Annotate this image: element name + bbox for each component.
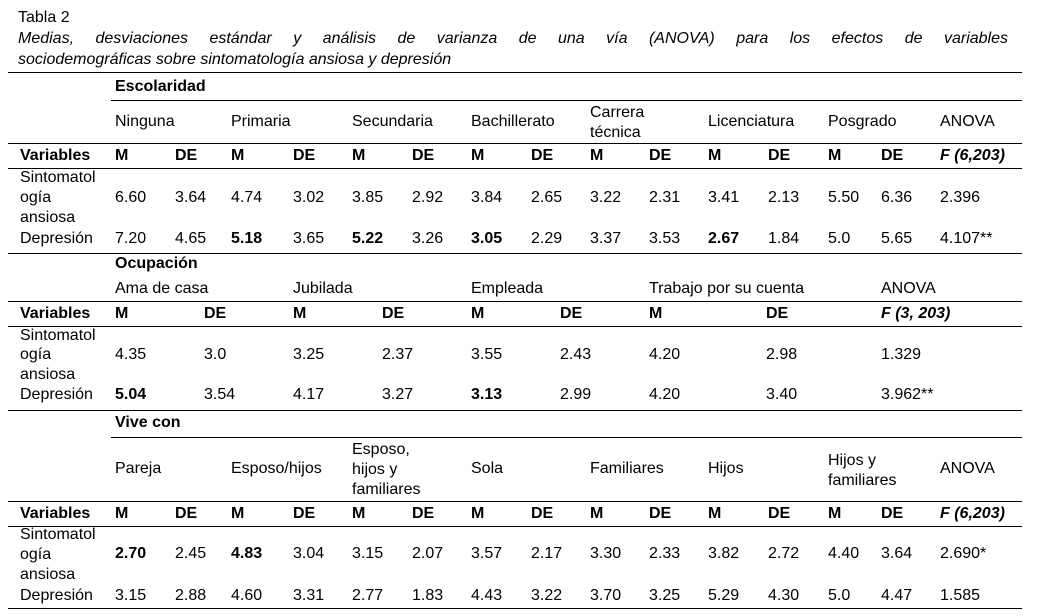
table-cell: 2.98 — [766, 346, 798, 363]
column-header: M — [115, 505, 129, 522]
table-cell: 3.64 — [881, 545, 913, 562]
group-header-escolaridad: Ninguna — [115, 113, 175, 130]
table-cell: 3.85 — [352, 189, 384, 206]
rule-ocupacion-start — [8, 253, 1022, 254]
table-cell: 3.05 — [471, 230, 503, 247]
group-header-vive: Sola — [471, 460, 504, 477]
anova-value: 4.107** — [940, 230, 993, 247]
group-header-vive: Pareja — [115, 460, 162, 477]
column-header: DE — [766, 305, 789, 322]
rule-escolaridad-groups — [8, 143, 1022, 144]
table-cell: 3.25 — [649, 587, 681, 604]
table-cell: 2.43 — [560, 346, 592, 363]
table-cell: 2.29 — [531, 230, 563, 247]
column-header: DE — [768, 505, 791, 522]
table-cell: 4.40 — [828, 545, 860, 562]
table-cell: 3.41 — [708, 189, 740, 206]
table-cell: 5.0 — [828, 587, 851, 604]
table-cell: 3.55 — [471, 346, 503, 363]
column-header: M — [115, 147, 129, 164]
row-label: ansiosa — [20, 366, 76, 383]
table-cell: 3.22 — [590, 189, 622, 206]
table-cell: 3.0 — [204, 346, 227, 363]
table-cell: 4.83 — [231, 545, 263, 562]
table-cell: 2.67 — [708, 230, 740, 247]
table-cell: 2.88 — [175, 587, 207, 604]
column-header: M — [352, 505, 366, 522]
column-header: DE — [531, 147, 554, 164]
table-title-line1: Medias, desviaciones estándar y análisis de varianza de una vía (ANOVA) para los efectos de variables — [18, 30, 1008, 47]
column-header: DE — [881, 147, 904, 164]
row-label: Sintomatol — [20, 526, 96, 543]
table-cell: 3.84 — [471, 189, 503, 206]
column-header: M — [590, 505, 604, 522]
table-number: Tabla 2 — [18, 9, 70, 26]
row-label: ogía — [20, 189, 52, 206]
table-cell: 6.60 — [115, 189, 147, 206]
table-cell: 3.25 — [293, 346, 325, 363]
table-cell: 3.15 — [115, 587, 147, 604]
table-cell: 6.36 — [881, 189, 913, 206]
table-cell: 4.20 — [649, 386, 681, 403]
rule-vive-start — [8, 410, 1022, 411]
rule-ocupacion-header — [8, 326, 1022, 327]
column-header: DE — [649, 147, 672, 164]
group-header-vive: ANOVA — [940, 460, 995, 477]
table-cell: 5.04 — [115, 386, 147, 403]
table-cell: 2.37 — [382, 346, 414, 363]
table-cell: 4.43 — [471, 587, 503, 604]
column-header: DE — [881, 505, 904, 522]
column-header: M — [352, 147, 366, 164]
anova-value: 2.690* — [940, 545, 987, 562]
group-header-escolaridad: Primaria — [231, 113, 291, 130]
column-header: DE — [412, 505, 435, 522]
rule-vive-section — [111, 437, 1022, 438]
rule-bottom — [8, 608, 1022, 609]
table-cell: 4.17 — [293, 386, 325, 403]
row-label: Sintomatol — [20, 327, 96, 344]
anova-value: 3.962** — [881, 386, 934, 403]
table-cell: 3.82 — [708, 545, 740, 562]
table-cell: 4.74 — [231, 189, 263, 206]
group-header-escolaridad: Licenciatura — [708, 113, 795, 130]
column-header: DE — [649, 505, 672, 522]
column-header: M — [708, 505, 722, 522]
group-header-escolaridad: Posgrado — [828, 113, 897, 130]
section-title-escolaridad: Escolaridad — [115, 78, 206, 95]
rule-escolaridad-section — [111, 100, 1022, 101]
group-header-ocupacion: ANOVA — [881, 280, 936, 297]
column-header: DE — [560, 305, 583, 322]
anova-value: 1.585 — [940, 587, 981, 604]
table-cell: 3.65 — [293, 230, 325, 247]
column-header: DE — [293, 505, 316, 522]
table-cell: 2.13 — [768, 189, 800, 206]
group-header-ocupacion: Empleada — [471, 280, 544, 297]
table-cell: 2.72 — [768, 545, 800, 562]
table-title-line2: sociodemográficas sobre sintomatología ansiosa y depresión — [18, 51, 452, 68]
table-cell: 3.26 — [412, 230, 444, 247]
group-header-ocupacion: Trabajo por su cuenta — [649, 280, 805, 297]
row-label: Depresión — [20, 386, 93, 403]
table-cell: 5.22 — [352, 230, 384, 247]
group-header-ocupacion: Jubilada — [293, 280, 353, 297]
column-header: M — [708, 147, 722, 164]
table-cell: 2.33 — [649, 545, 681, 562]
group-header-escolaridad: Carrera técnica — [590, 104, 645, 141]
column-header: DE — [412, 147, 435, 164]
column-header: M — [471, 305, 485, 322]
table-cell: 4.47 — [881, 587, 913, 604]
row-label: ansiosa — [20, 209, 76, 226]
group-header-vive: Esposo, hijos y familiares — [352, 441, 421, 498]
column-header: M — [231, 147, 245, 164]
group-header-vive: Hijos — [708, 460, 744, 477]
column-header: DE — [175, 505, 198, 522]
row-label: Sintomatol — [20, 169, 96, 186]
row-label: Depresión — [20, 230, 93, 247]
table-cell: 7.20 — [115, 230, 147, 247]
rule-vive-groups — [8, 501, 1022, 502]
table-cell: 5.0 — [828, 230, 851, 247]
table-cell: 5.29 — [708, 587, 740, 604]
column-header: M — [649, 305, 663, 322]
table-cell: 3.57 — [471, 545, 503, 562]
table-cell: 5.65 — [881, 230, 913, 247]
group-header-escolaridad: Secundaria — [352, 113, 433, 130]
column-header: DE — [204, 305, 227, 322]
column-header-anova: F (6,203) — [940, 147, 1005, 164]
column-header: DE — [382, 305, 405, 322]
section-title-ocupacion: Ocupación — [115, 255, 198, 272]
table-cell: 3.04 — [293, 545, 325, 562]
column-header-anova: F (6,203) — [940, 505, 1005, 522]
column-header-variables: Variables — [20, 505, 91, 522]
table-cell: 2.31 — [649, 189, 681, 206]
row-label: Depresión — [20, 587, 93, 604]
group-header-vive: Hijos y familiares — [828, 452, 897, 489]
group-header-vive: Familiares — [590, 460, 664, 477]
table-cell: 4.35 — [115, 346, 147, 363]
row-label: ogía — [20, 546, 52, 563]
table-cell: 3.64 — [175, 189, 207, 206]
column-header: M — [231, 505, 245, 522]
column-header: M — [590, 147, 604, 164]
table-cell: 2.65 — [531, 189, 563, 206]
group-header-escolaridad: Bachillerato — [471, 113, 555, 130]
table-cell: 2.99 — [560, 386, 592, 403]
group-header-escolaridad: ANOVA — [940, 113, 995, 130]
rule-top — [8, 72, 1022, 73]
column-header: M — [471, 147, 485, 164]
table-cell: 2.17 — [531, 545, 563, 562]
table-cell: 3.31 — [293, 587, 325, 604]
column-header-anova: F (3, 203) — [881, 305, 951, 322]
column-header-variables: Variables — [20, 147, 91, 164]
section-title-vive: Vive con — [115, 414, 181, 431]
row-label: ogía — [20, 346, 52, 363]
table-cell: 4.60 — [231, 587, 263, 604]
column-header: M — [828, 147, 842, 164]
table-cell: 5.50 — [828, 189, 860, 206]
rule-vive-header — [8, 526, 1022, 527]
column-header: M — [115, 305, 129, 322]
table-cell: 4.30 — [768, 587, 800, 604]
table-cell: 3.40 — [766, 386, 798, 403]
column-header: DE — [293, 147, 316, 164]
table-cell: 4.65 — [175, 230, 207, 247]
group-header-vive: Esposo/hijos — [231, 460, 322, 477]
table-cell: 3.02 — [293, 189, 325, 206]
column-header: M — [828, 505, 842, 522]
table-cell: 3.30 — [590, 545, 622, 562]
table-cell: 3.13 — [471, 386, 503, 403]
table-cell: 3.15 — [352, 545, 384, 562]
column-header: M — [293, 305, 307, 322]
table-cell: 2.70 — [115, 545, 147, 562]
column-header: DE — [768, 147, 791, 164]
column-header: DE — [531, 505, 554, 522]
table-cell: 2.92 — [412, 189, 444, 206]
table-cell: 2.07 — [412, 545, 444, 562]
table-cell: 3.22 — [531, 587, 563, 604]
column-header: M — [471, 505, 485, 522]
table-cell: 4.20 — [649, 346, 681, 363]
column-header-variables: Variables — [20, 305, 91, 322]
table-cell: 3.27 — [382, 386, 414, 403]
table-cell: 2.77 — [352, 587, 384, 604]
table-cell: 3.37 — [590, 230, 622, 247]
anova-value: 1.329 — [881, 346, 922, 363]
rule-escolaridad-header — [8, 168, 1022, 169]
rule-ocupacion-groups — [8, 301, 1022, 302]
row-label: ansiosa — [20, 566, 76, 583]
table-cell: 5.18 — [231, 230, 263, 247]
table-cell: 1.84 — [768, 230, 800, 247]
table-cell: 2.45 — [175, 545, 207, 562]
table-cell: 3.54 — [204, 386, 236, 403]
table-cell: 3.70 — [590, 587, 622, 604]
group-header-ocupacion: Ama de casa — [115, 280, 209, 297]
anova-value: 2.396 — [940, 189, 981, 206]
column-header: DE — [175, 147, 198, 164]
table-cell: 3.53 — [649, 230, 681, 247]
table-cell: 1.83 — [412, 587, 444, 604]
